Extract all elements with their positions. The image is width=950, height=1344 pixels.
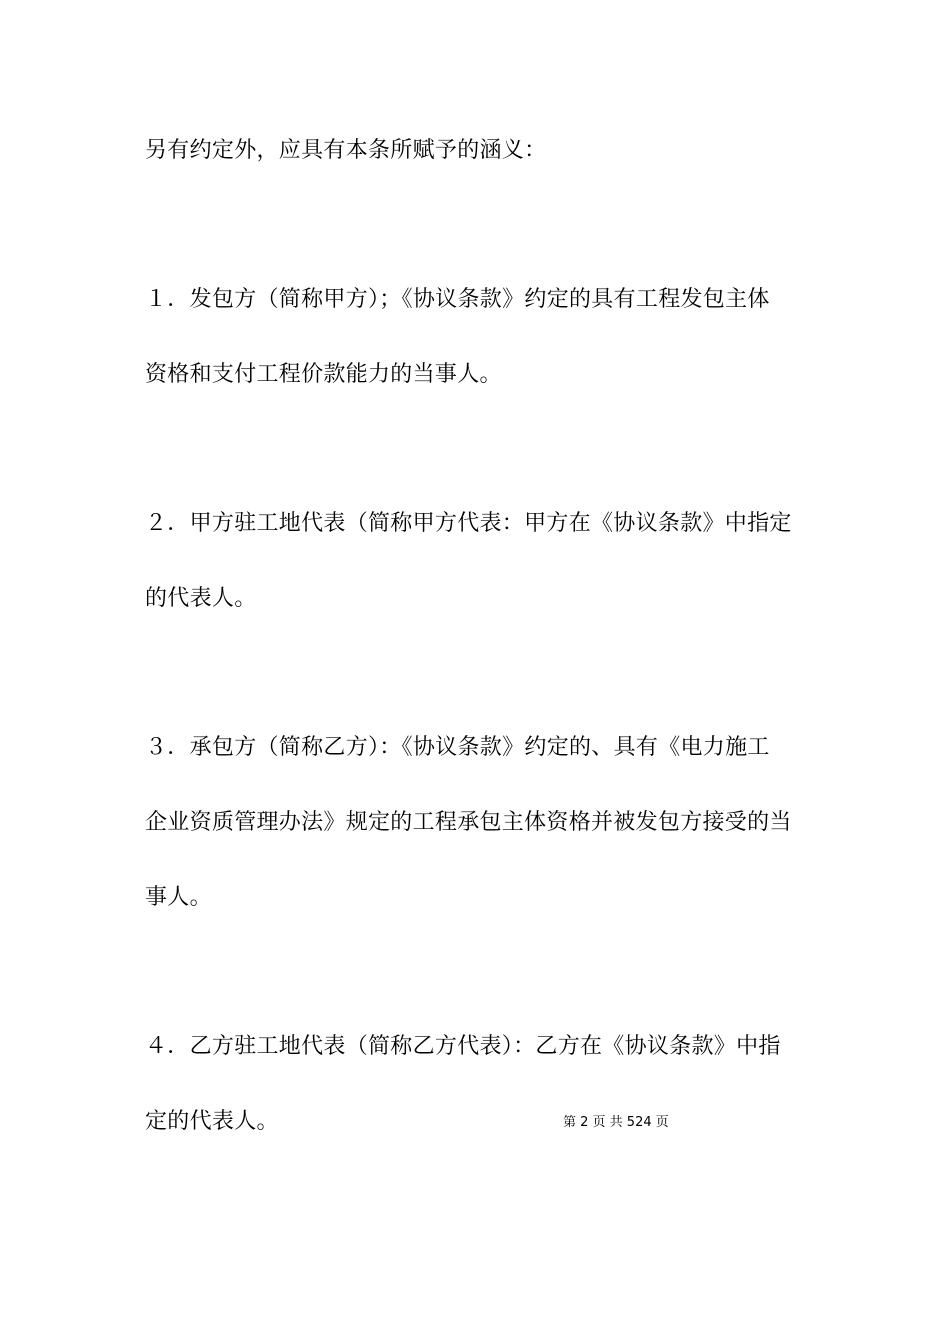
definition-3-line-3: 事人。 [145,885,212,910]
definition-1-line-1: １．发包方（简称甲方）；《协议条款》约定的具有工程发包主体 [145,287,770,312]
page-number: 第 2 页 共 524 页 [563,1115,669,1130]
definition-3-line-2: 企业资质管理办法》规定的工程承包主体资格并被发包方接受的当 [145,810,792,835]
definition-2-line-1: ２．甲方驻工地代表（简称甲方代表：甲方在《协议条款》中指定 [145,511,792,536]
definition-4-line-1: ４．乙方驻工地代表（简称乙方代表）：乙方在《协议条款》中指 [145,1034,781,1059]
definition-1-line-2: 资格和支付工程价款能力的当事人。 [145,362,502,387]
definition-3-line-1: ３．承包方（简称乙方）：《协议条款》约定的、具有《电力施工 [145,735,770,760]
definition-4-line-2: 定的代表人。 [145,1109,279,1134]
text-line-intro: 另有约定外，应具有本条所赋予的涵义： [145,138,547,163]
definition-2-line-2: 的代表人。 [145,586,257,611]
